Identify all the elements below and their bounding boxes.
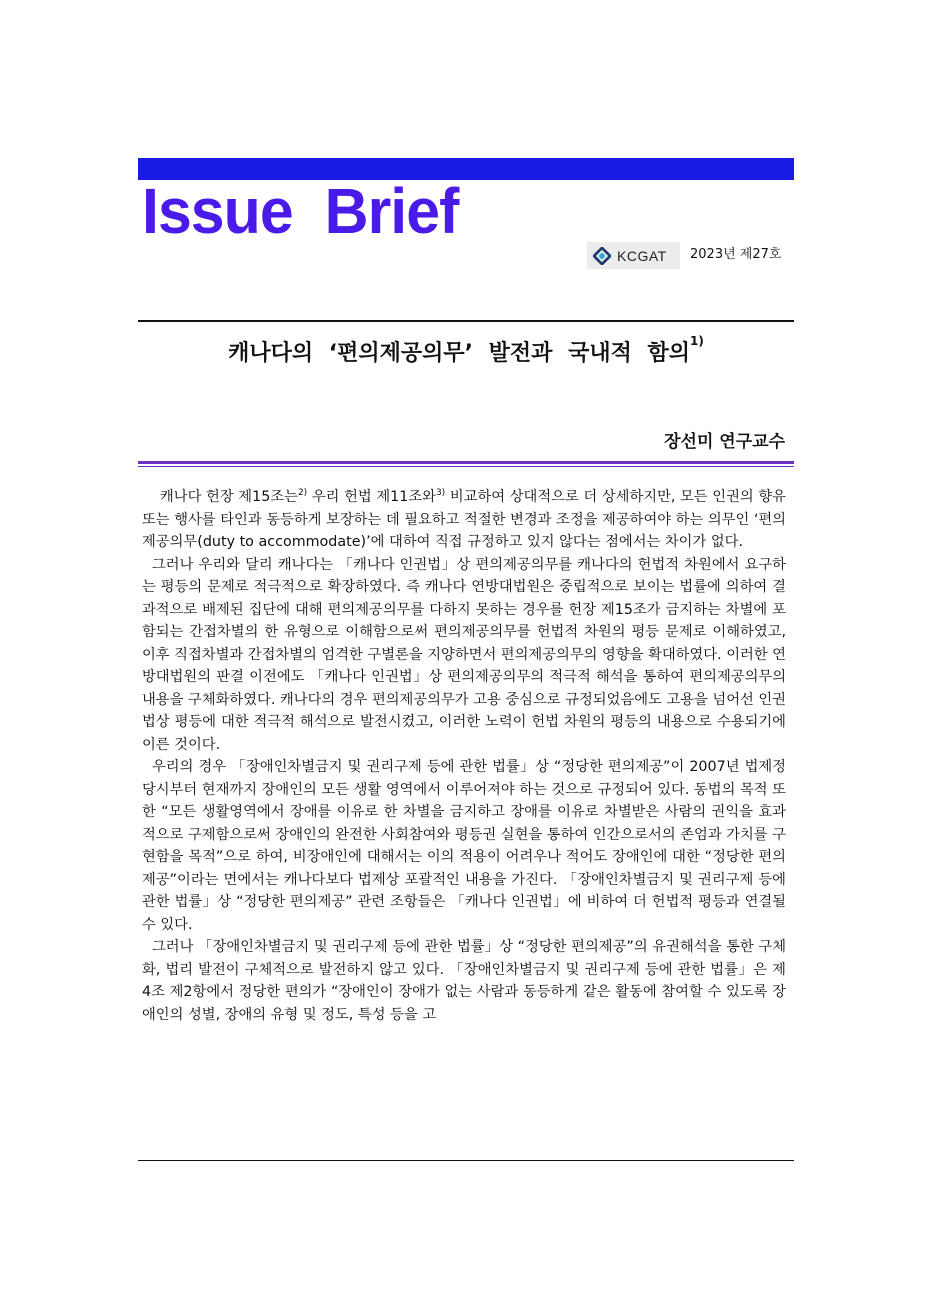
kcgat-logo-icon <box>593 247 611 265</box>
title-top-rule <box>138 320 794 322</box>
article-body <box>142 486 786 1026</box>
paragraph-1 <box>142 486 786 554</box>
author-rule-thin <box>138 466 794 467</box>
issue-number: 2023년 제27호 <box>690 247 782 262</box>
article-title <box>138 336 794 367</box>
paragraph-1-part-a: 캐나다 헌장 제15조는 <box>160 489 298 505</box>
logo-text: KCGAT <box>617 247 667 264</box>
paragraph-1-part-c: 비교하여 상대적으로 더 상세하지만, 모든 인권의 향유 또는 행사를 타인과 동등하게 보장하는 데 필요하고 적절한 변경과 조정을 제공하여야 하는 의무인 ‘편의제공의무(duty to accommodate)’에 대하여 직접 규정하고 있지 않다는 점에서는 차이가 없다. <box>142 489 786 550</box>
article-title-text: 캐나다의 ‘편의제공의무’ 발전과 국내적 함의 <box>228 341 691 366</box>
footnote-mark-2: 2) <box>297 488 308 499</box>
author-rule-thick <box>138 461 794 464</box>
title-footnote-mark: 1) <box>690 334 704 348</box>
paragraph-4: 그러나 「장애인차별금지 및 권리구제 등에 관한 법률」상 “정당한 편의제공”의 유권해석을 통한 구체화, 법리 발전이 구체적으로 발전하지 않고 있다. 「장애인차별금지 및 권리구제 등에 관한 법률」은 제4조 제2항에서 정당한 편의가 “장애인이 장애가 없는 사람과 동등하게 같은 활동에 참여할 수 있도록 장애인의 성별, 장애의 유형 및 정도, 특성 등을 고 <box>142 939 786 1023</box>
author: 장선미 연구교수 <box>664 432 785 452</box>
paragraph-3: 우리의 경우 「장애인차별금지 및 권리구제 등에 관한 법률」상 “정당한 편의제공”이 2007년 법제정 당시부터 현재까지 장애인의 모든 생활 영역에서 이루어져야 하는 것으로 규정되어 있다. 동법의 목적 또한 “모든 생활영역에서 장애를 이유로 한 차별을 금지하고 장애를 이유로 차별받은 사람의 권익을 효과적으로 구제함으로써 장애인의 완전한 사회참여와 평등권 실현을 통하여 인간으로서의 존엄과 가치를 구현함을 목적”으로 하여, 비장애인에 대해서는 이의 적용이 어려우나 적어도 장애인에 대한 “정당한 편의제공”이라는 면에서는 캐나다보다 법제상 포괄적인 내용을 가진다. 「장애인차별금지 및 권리구제 등에 관한 법률」상 “정당한 편의제공” 관련 조항들은 「캐나다 인권법」에 비하여 더 헌법적 평등과 연결될 수 있다. <box>142 759 786 933</box>
paragraph-1-part-b: 우리 헌법 제11조와 <box>307 489 436 505</box>
paragraph-2: 그러나 우리와 달리 캐나다는 「캐나다 인권법」상 편의제공의무를 캐나다의 헌법적 차원에서 요구하는 평등의 문제로 적극적으로 확장하였다. 즉 캐나다 연방대법원은 중립적으로 보이는 법률에 의하여 결과적으로 배제된 집단에 대해 편의제공의무를 다하지 못하는 경우를 헌장 제15조가 금지하는 차별에 포함되는 간접차별의 한 유형으로 이해함으로써 편의제공의무를 헌법적 차원의 평등 문제로 이해하였고, 이후 직접차별과 간접차별의 엄격한 구별론을 지양하면서 편의제공의무의 영향을 확대하였다. 이러한 연방대법원의 판결 이전에도 「캐나다 인권법」상 편의제공의무의 적극적 해석을 통하여 편의제공의무의 내용을 구체화하였다. 캐나다의 경우 편의제공의무가 고용 중심으로 규정되었음에도 고용을 넘어선 인권법상 평등에 대한 적극적 해석으로 발전시켰고, 이러한 노력이 헌법 차원의 평등의 내용으로 수용되기에 이른 것이다. <box>142 556 786 753</box>
brand-title: Issue Brief <box>142 175 459 247</box>
footer-rule <box>138 1160 794 1161</box>
kcgat-logo <box>587 242 680 269</box>
footnote-mark-3: 3) <box>435 488 446 499</box>
